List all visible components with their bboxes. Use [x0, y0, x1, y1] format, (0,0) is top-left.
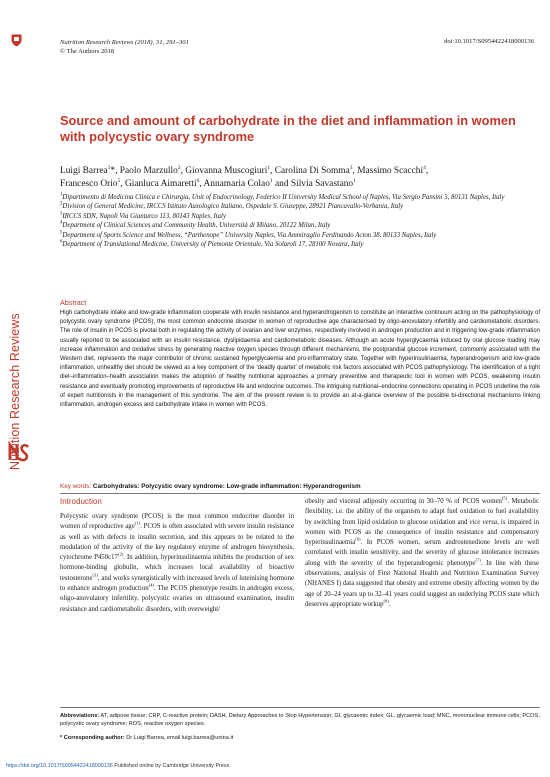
footer-doi-link[interactable]: https://doi.org/10.1017/S0954422418000136 [6, 763, 113, 769]
author-separator: , [352, 166, 355, 176]
keywords-label: Key words: [60, 483, 92, 490]
affiliation-text: Division of General Medicine, IRCCS Istituto Auxologico Italiano, Ospedale S. Giuseppe, 28921 Piancavallo-Verbania, Italy [62, 203, 404, 211]
keywords-divider [60, 493, 540, 494]
affiliation-text: Dipartimento di Medicina Clinica e Chirurgia, Unit of Endocrinology, Federico II University Medical School of Naples, Via Sergio Pansini 5, 80131 Naples, Italy [62, 194, 505, 201]
author-name: Annamaria Colao [203, 179, 270, 189]
introduction-right-column [305, 497, 539, 610]
author-name: Paolo Marzullo [119, 166, 178, 176]
author [125, 179, 202, 189]
affiliation-item [60, 193, 540, 202]
affiliation-item [60, 212, 540, 221]
abstract-text: High carbohydrate intake and low-grade inflammation cooperate with insulin resistance and hyperandrogenism to constitute an interactive continuum acting on the pathophysiology of polycystic ovary syndrome (PCOS), the most common endocrine disorder in women of reproductive age characterised by oligo-anovulatory infertility and cardiometabolic disorders. The role of insulin in PCOS is pivotal both in regulating the activity of ovarian and liver enzymes, respectively involved in androgen production and in triggering low-grade inflammation usually reported to be associated with an insulin resistance, dyslipidaemia and cardiometabolic diseases. Although an acute hyperglycaemia induced by oral glucose loading may increase inflammation and oxidative stress by generating reactive oxygen species through different mechanisms, the postprandial glucose increment, commonly associated with the Western diet, represents the major contributor of chronic sustained hyperglycaemia and pro-inflammatory state. Together with hyperinsulinaemia, hyperandrogenism and low-grade inflammation, unhealthy diet should be viewed as a key component of the ‘deadly quartet’ of metabolic risk factors associated with PCOS pathophysiology. The identification of a tight diet–inflammation–health association makes the adoption of healthy nutritional approaches a primary preventive and therapeutic tool in women with PCOS, weakening insulin resistance and eventually promoting improvements of reproductive life and endocrine outcomes. The intriguing nutritional–endocrine connections operating in PCOS underline the role of expert nutritionists in the management of this syndrome. The aim of the present review is to provide an at-a-glance overview of the possible bi-directional mechanisms linking inflammation, androgen excess and carbohydrate intake in women with PCOS. [60, 310, 540, 409]
doi-header[interactable]: doi:10.1017/S0954422418000136 [444, 38, 534, 45]
italic-term: vice versa [469, 518, 498, 526]
author-affiliation-mark: 5 [117, 177, 121, 184]
affiliation-number: 2 [60, 202, 63, 208]
article-title: Source and amount of carbohydrate in the diet and inflammation in women with polycystic ovary syndrome [60, 113, 516, 144]
author-affiliation-mark: 2 [177, 164, 181, 171]
journal-header [60, 38, 189, 56]
affiliation-number: 1 [60, 192, 63, 198]
author [185, 166, 272, 176]
citation-reference: (6) [355, 536, 361, 542]
affiliation-text: Department of Sports Science and Wellness, “Parthenope” University Naples, Via Ammiraglio Ferdinando Acton 38, 80133 Naples, Italy [62, 231, 437, 239]
author-affiliation-mark: 6 [196, 177, 200, 184]
author [204, 179, 289, 189]
author-separator: , [270, 166, 273, 176]
author-list [60, 165, 540, 191]
author [60, 179, 123, 189]
author [120, 166, 183, 176]
body-text-run: . The PCOS phenotype results in androgen excess, oligo-anovulatory infertility, polycystic ovaries on ultrasound examination, insulin resistance and cardiometabolic disorders, with overweight/ [60, 585, 294, 613]
author-name: Luigi Barrea [60, 166, 108, 176]
affiliation-number: 5 [60, 230, 63, 236]
author-name: Giovanna Muscogiuri [185, 166, 268, 176]
author-affiliation-mark: 1 [267, 164, 271, 171]
body-text-run: , and works synergistically with increased levels of luteinising hormone to enhance androgen production [60, 574, 294, 593]
citation-reference: (5) [501, 495, 508, 501]
body-text-run: . In addition, hyperinsulinaemia inhibits the production of sex hormone-binding globulin, which increases local availability of bioactive testosterone [60, 554, 294, 582]
citation-reference: (8) [383, 598, 389, 604]
author-name: Carolina Di Somma [274, 166, 350, 176]
citation-reference: (7) [475, 557, 481, 563]
affiliation-text: Department of Clinical Sciences and Community Health, Università di Milano, 20122 Milan, Italy [62, 222, 331, 230]
author [60, 166, 117, 176]
author-affiliation-mark: 1 [353, 177, 356, 184]
affiliation-number: 3 [60, 211, 63, 217]
author-separator: , [199, 179, 202, 189]
footer-text: Published online by Cambridge University Press [114, 763, 230, 769]
affiliation-text: IRCCS SDN, Napoli Via Gianturco 113, 80143 Naples, Italy [62, 212, 226, 220]
publisher-shield-logo [11, 34, 22, 47]
author-affiliation-mark: 1 [269, 177, 273, 184]
page-footer [6, 763, 229, 769]
citation-reference: (1) [134, 521, 141, 527]
author-name: Francesco Orio [60, 179, 118, 189]
corresponding-author-label: * Corresponding author: [60, 735, 125, 741]
body-text-run: obesity and visceral adiposity occurring in 30–70 % of PCOS women [305, 498, 502, 505]
author-separator: and [272, 179, 289, 189]
affiliation-item [60, 240, 540, 249]
introduction-left-column [60, 512, 294, 615]
abbreviations-label: Abbreviations: [60, 713, 100, 719]
affiliation-number: 6 [60, 239, 63, 245]
introduction-heading: Introduction [60, 497, 102, 506]
keywords-line [60, 483, 540, 490]
citation-reference: (3) [92, 572, 98, 578]
body-text-run: . PCOS is often associated with severe insulin resistance as well as with defects in insulin secretion, and this appears to be related to the modulation of the activity of the key regulatory enzyme of androgen biosynthesis, cytochrome P450c17 [60, 523, 295, 562]
footnote-divider [60, 707, 540, 708]
keywords-text: Carbohydrates: Polycystic ovary syndrome: Low-grade inflammation: Hyperandrogenism [92, 483, 361, 490]
body-text-run: . In line with these observations, analysis of First National Health and Nutrition Examination Survey (NHANES I) data suggested that obesity and extreme obesity affecting women by the age of 20–24 years up to 32–41 years could suggest an underlying PCOS state which deserves appropriate workup [305, 559, 539, 608]
citation-reference: (4) [148, 582, 154, 588]
author-name: Silvia Savastano [290, 179, 354, 189]
author-separator: , [425, 166, 429, 176]
author [291, 179, 356, 189]
affiliation-text: Department of Translational Medicine, University of Piemonte Orientale, Via Solaroli 17, 28100 Novara, Italy [62, 241, 364, 249]
corresponding-author-note [60, 735, 540, 741]
citation-reference: (2) [117, 551, 124, 557]
body-text-run: , is impaired in women with PCOS as the consequence of insulin resistance and compensatory hyperinsulinaemia [305, 518, 539, 547]
author-name: Massimo Scacchi [357, 166, 424, 176]
copyright-line: © The Authors 2018 [60, 48, 115, 55]
affiliation-list [60, 193, 540, 249]
author-affiliation-mark: 4 [423, 164, 426, 171]
affiliation-item [60, 231, 540, 240]
author-separator: , [120, 179, 123, 189]
body-text-run: . Metabolic flexibility, i.e. the ability of the organism to adapt fuel oxidation to fuel availability by switching from lipid oxidation to glucose oxidation and [305, 498, 539, 526]
author-name: Gianluca Aimaretti [124, 179, 197, 189]
author-affiliation-mark: 1 [107, 164, 111, 171]
journal-citation: Nutrition Research Reviews (2018), 31, 291–301 [60, 39, 189, 46]
body-text-run: . [388, 600, 391, 608]
author [275, 166, 355, 176]
author-line-2 [60, 178, 540, 191]
author-separator: *, [110, 166, 118, 176]
body-text-run: . In PCOS women, serum androstenedione levels are well correlated with insulin sensitivity, and the severity of glucose intolerance increases along with the severity of the hyperandrogenic phenotype [305, 539, 539, 567]
abbreviations-note [60, 712, 540, 728]
author-affiliation-mark: 3 [349, 164, 353, 171]
body-text-run: Polycystic ovary syndrome (PCOS) is the most common endocrine disorder in women of reproductive age [60, 513, 294, 531]
abbreviations-text: AT, adipose tissue; CRP, C-reactive protein; DASH, Dietary Approaches to Stop Hypertension; GI, glycaemic index; GL, glycaemic load; MNC, mononuclear immune cells; PCOS, polycystic ovary syndrome; ROS, reactive oxygen species. [60, 713, 540, 727]
author-separator: , [180, 166, 183, 176]
affiliation-item [60, 202, 540, 211]
author [357, 166, 428, 176]
affiliation-number: 4 [60, 220, 63, 226]
corresponding-author-text: Dr Luigi Barrea, email luigi.barrea@unina.it [126, 735, 234, 741]
journal-side-title: Nutrition Research Reviews [8, 313, 22, 470]
nutrition-society-logo [7, 440, 31, 464]
author-line-1 [60, 165, 540, 178]
affiliation-item [60, 221, 540, 230]
abstract-heading: Abstract [60, 298, 87, 307]
